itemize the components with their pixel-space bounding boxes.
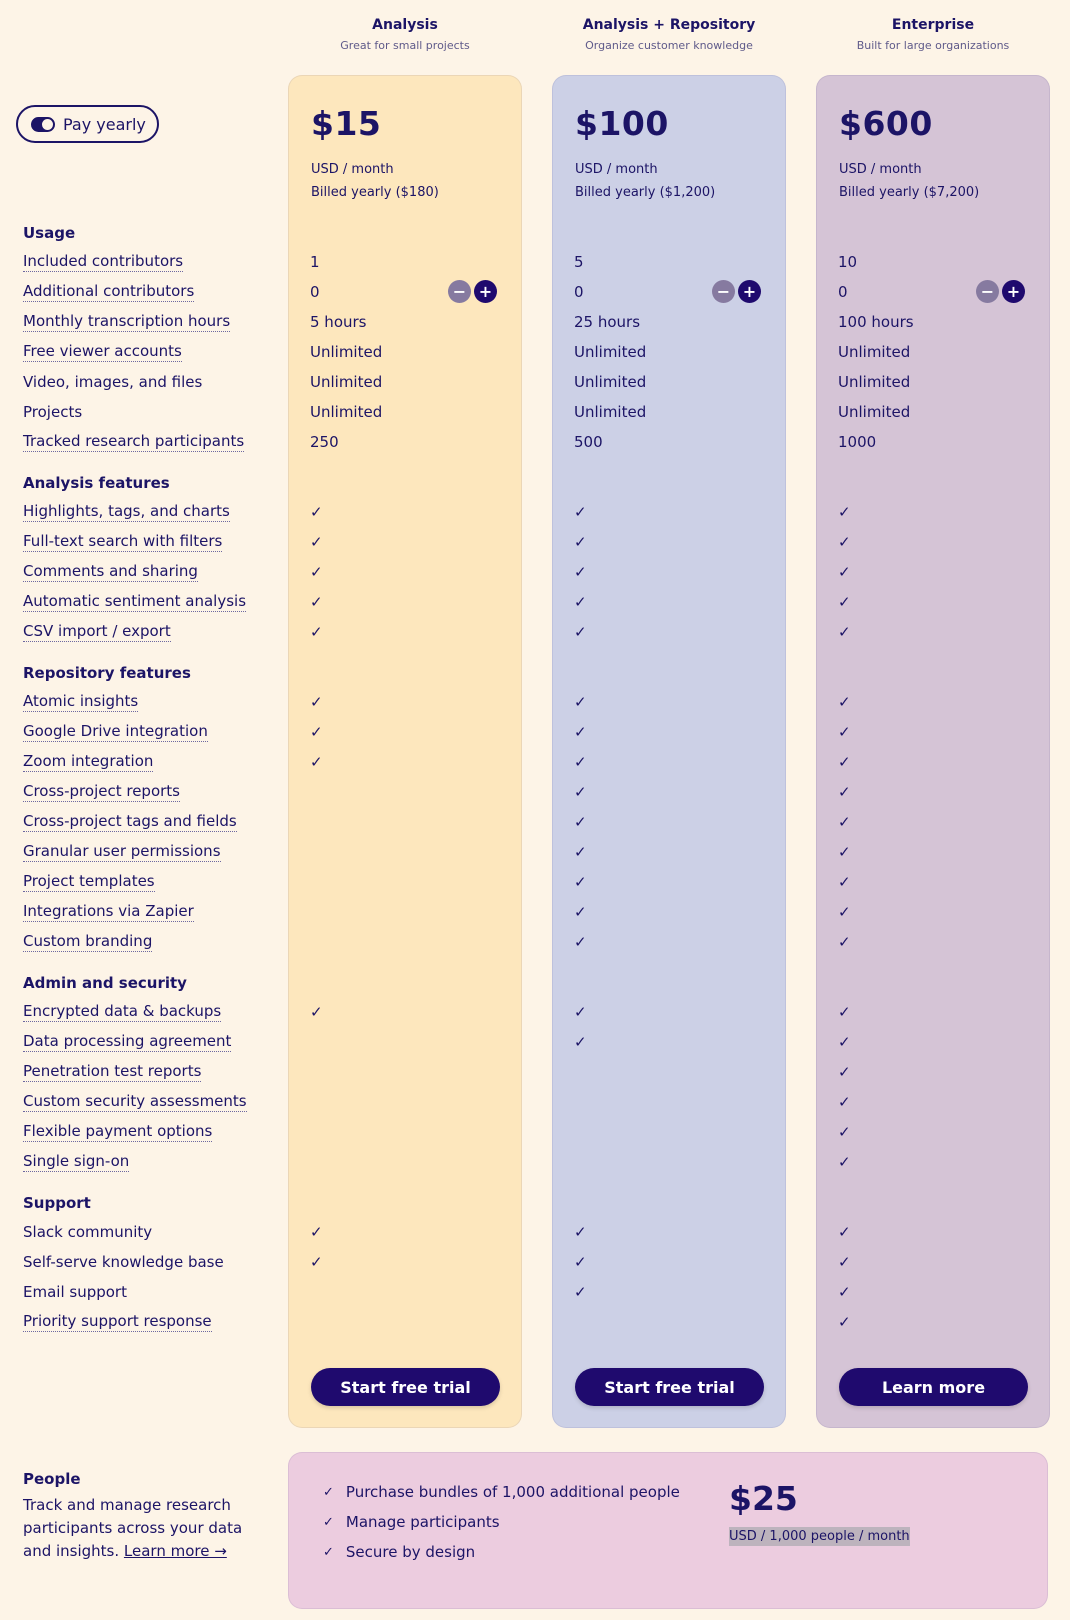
feature-value: Unlimited — [574, 373, 647, 391]
feature-label[interactable] — [23, 1150, 129, 1174]
feature-label[interactable] — [23, 620, 171, 644]
feature-value: 100 hours — [838, 313, 914, 331]
feature-label-text: Flexible payment options — [23, 1122, 213, 1140]
decrement-button[interactable]: − — [712, 280, 735, 303]
feature-label-text: CSV import / export — [23, 622, 171, 640]
feature-label-text: Google Drive integration — [23, 722, 208, 740]
feature-label-text: Granular user permissions — [23, 842, 221, 860]
feature-label-text: Custom branding — [23, 932, 153, 950]
plan-header-analysis — [288, 17, 522, 52]
pay-yearly-toggle[interactable] — [16, 105, 159, 143]
check-icon: ✓ — [574, 723, 587, 741]
plan-card-analysis-repository — [552, 75, 786, 1428]
check-icon: ✓ — [838, 563, 851, 581]
feature-label[interactable] — [23, 560, 198, 584]
plan-header-enterprise — [816, 17, 1050, 52]
check-icon: ✓ — [310, 753, 323, 771]
plan-tagline: Organize customer knowledge — [585, 39, 753, 52]
feature-label[interactable] — [23, 280, 194, 304]
check-icon: ✓ — [838, 1033, 851, 1051]
feature-label-text: Video, images, and files — [23, 373, 203, 391]
check-icon: ✓ — [574, 873, 587, 891]
check-icon: ✓ — [323, 1484, 334, 1500]
people-feature-item — [323, 1513, 500, 1531]
feature-label-text: Automatic sentiment analysis — [23, 592, 247, 610]
check-icon: ✓ — [838, 1093, 851, 1111]
check-icon: ✓ — [574, 693, 587, 711]
check-icon: ✓ — [838, 1253, 851, 1271]
section-title: Analysis features — [23, 474, 170, 492]
feature-value: Unlimited — [574, 343, 647, 361]
check-icon: ✓ — [574, 1253, 587, 1271]
check-icon: ✓ — [574, 933, 587, 951]
check-icon: ✓ — [574, 623, 587, 641]
check-icon: ✓ — [310, 1253, 323, 1271]
check-icon: ✓ — [838, 533, 851, 551]
feature-label-text: Slack community — [23, 1223, 153, 1241]
feature-label[interactable] — [23, 1030, 231, 1054]
feature-label-text: Cross-project tags and fields — [23, 812, 237, 830]
feature-label-text: Penetration test reports — [23, 1062, 202, 1080]
feature-value: 0 — [838, 283, 848, 301]
feature-label[interactable] — [23, 870, 155, 894]
toggle-switch-icon — [31, 117, 55, 132]
plan-price: $100 — [575, 104, 669, 143]
plan-header-analysis-repository — [552, 17, 786, 52]
check-icon: ✓ — [574, 813, 587, 831]
check-icon: ✓ — [310, 693, 323, 711]
check-icon: ✓ — [574, 843, 587, 861]
feature-value: 1 — [310, 253, 320, 271]
feature-label — [23, 1280, 127, 1304]
check-icon: ✓ — [838, 1123, 851, 1141]
feature-label-text: Integrations via Zapier — [23, 902, 194, 920]
feature-label-text: Full-text search with filters — [23, 532, 223, 550]
feature-label-text: Additional contributors — [23, 282, 195, 300]
feature-label[interactable] — [23, 1060, 201, 1084]
feature-label — [23, 1250, 224, 1274]
plan-tagline: Great for small projects — [340, 39, 470, 52]
feature-label[interactable] — [23, 590, 246, 614]
check-icon: ✓ — [310, 593, 323, 611]
feature-label — [23, 400, 82, 424]
people-feature-label: Manage participants — [345, 1513, 500, 1531]
learn-more-button[interactable]: Learn more — [839, 1368, 1028, 1406]
feature-label-text: Single sign-on — [23, 1152, 130, 1170]
feature-label — [23, 370, 202, 394]
feature-value: 5 — [574, 253, 584, 271]
check-icon: ✓ — [838, 1223, 851, 1241]
feature-label-text: Projects — [23, 403, 83, 421]
check-icon: ✓ — [838, 593, 851, 611]
check-icon: ✓ — [838, 623, 851, 641]
check-icon: ✓ — [310, 1223, 323, 1241]
feature-label-text: Priority support response — [23, 1312, 212, 1330]
people-addon-box — [288, 1452, 1048, 1609]
check-icon: ✓ — [310, 623, 323, 641]
check-icon: ✓ — [838, 723, 851, 741]
check-icon: ✓ — [838, 813, 851, 831]
feature-value: 25 hours — [574, 313, 641, 331]
plan-price-unit: USD / month — [575, 162, 658, 177]
feature-label[interactable] — [23, 500, 230, 524]
feature-label[interactable] — [23, 750, 153, 774]
feature-value: 0 — [574, 283, 584, 301]
check-icon: ✓ — [838, 693, 851, 711]
feature-label-text: Cross-project reports — [23, 782, 180, 800]
feature-value: Unlimited — [310, 343, 383, 361]
feature-label[interactable] — [23, 900, 194, 924]
feature-value: 500 — [574, 433, 603, 451]
toggle-label: Pay yearly — [63, 114, 146, 134]
section-title: Support — [23, 1194, 91, 1212]
start-free-trial-button[interactable]: Start free trial — [575, 1368, 764, 1406]
plan-name: Enterprise — [891, 17, 975, 33]
plan-price-unit: USD / month — [311, 162, 394, 177]
check-icon: ✓ — [838, 1063, 851, 1081]
plan-tagline: Built for large organizations — [856, 39, 1010, 52]
feature-value: Unlimited — [838, 373, 911, 391]
people-feature-label: Purchase bundles of 1,000 additional people — [345, 1483, 680, 1501]
check-icon: ✓ — [310, 533, 323, 551]
check-icon: ✓ — [838, 783, 851, 801]
section-title: Admin and security — [23, 974, 187, 992]
check-icon: ✓ — [838, 903, 851, 921]
feature-value: 0 — [310, 283, 320, 301]
check-icon: ✓ — [323, 1514, 334, 1530]
people-feature-item — [323, 1483, 680, 1501]
check-icon: ✓ — [838, 753, 851, 771]
feature-label-text: Data processing agreement — [23, 1032, 232, 1050]
plan-billed: Billed yearly ($7,200) — [839, 185, 980, 200]
plan-card-analysis — [288, 75, 522, 1428]
people-price-unit: USD / 1,000 people / month — [729, 1529, 910, 1544]
contributor-stepper — [448, 280, 497, 303]
section-title: Usage — [23, 224, 76, 242]
plan-price-unit: USD / month — [839, 162, 922, 177]
check-icon: ✓ — [574, 1223, 587, 1241]
plan-price: $600 — [839, 104, 933, 143]
people-title: People — [23, 1470, 81, 1488]
check-icon: ✓ — [574, 903, 587, 921]
plan-name: Analysis — [372, 17, 438, 33]
check-icon: ✓ — [574, 533, 587, 551]
feature-value: Unlimited — [838, 343, 911, 361]
feature-label[interactable] — [23, 1090, 247, 1114]
feature-label-text: Custom security assessments — [23, 1092, 247, 1110]
check-icon: ✓ — [310, 563, 323, 581]
feature-label[interactable] — [23, 1000, 221, 1024]
increment-button[interactable]: + — [474, 280, 497, 303]
plan-name: Analysis + Repository — [582, 17, 756, 33]
feature-value: 1000 — [838, 433, 877, 451]
check-icon: ✓ — [838, 503, 851, 521]
start-free-trial-button[interactable]: Start free trial — [311, 1368, 500, 1406]
check-icon: ✓ — [574, 1003, 587, 1021]
feature-label[interactable] — [23, 690, 138, 714]
feature-label-text: Self-serve knowledge base — [23, 1253, 224, 1271]
feature-label-text: Zoom integration — [23, 752, 154, 770]
people-feature-item — [323, 1543, 475, 1561]
check-icon: ✓ — [574, 1283, 587, 1301]
feature-label-text: Included contributors — [23, 252, 184, 270]
feature-label-text: Monthly transcription hours — [23, 312, 231, 330]
people-learn-more-link[interactable]: Learn more → — [123, 1542, 227, 1560]
check-icon: ✓ — [574, 503, 587, 521]
increment-button[interactable]: + — [738, 280, 761, 303]
check-icon: ✓ — [838, 873, 851, 891]
feature-label[interactable] — [23, 310, 230, 334]
check-icon: ✓ — [838, 933, 851, 951]
feature-label[interactable] — [23, 1120, 212, 1144]
people-price: $25 — [729, 1479, 798, 1518]
check-icon: ✓ — [574, 1033, 587, 1051]
feature-label[interactable] — [23, 720, 208, 744]
feature-label[interactable] — [23, 430, 244, 454]
check-icon: ✓ — [574, 783, 587, 801]
people-feature-label: Secure by design — [345, 1543, 476, 1561]
feature-value: Unlimited — [838, 403, 911, 421]
contributor-stepper — [712, 280, 761, 303]
plan-billed: Billed yearly ($180) — [311, 185, 439, 200]
feature-label-text: Project templates — [23, 872, 155, 890]
feature-label[interactable] — [23, 840, 221, 864]
people-description — [23, 1494, 263, 1563]
feature-label-text: Comments and sharing — [23, 562, 198, 580]
feature-value: 10 — [838, 253, 858, 271]
feature-label[interactable] — [23, 1310, 212, 1334]
feature-value: Unlimited — [310, 373, 383, 391]
plan-card-enterprise — [816, 75, 1050, 1428]
check-icon: ✓ — [838, 843, 851, 861]
feature-value: Unlimited — [310, 403, 383, 421]
check-icon: ✓ — [574, 593, 587, 611]
check-icon: ✓ — [574, 563, 587, 581]
feature-label-text: Email support — [23, 1283, 127, 1301]
plan-billed: Billed yearly ($1,200) — [575, 185, 716, 200]
feature-label — [23, 1220, 152, 1244]
feature-label[interactable] — [23, 340, 182, 364]
check-icon: ✓ — [310, 1003, 323, 1021]
check-icon: ✓ — [310, 503, 323, 521]
feature-label-text: Encrypted data & backups — [23, 1002, 222, 1020]
feature-label-text: Highlights, tags, and charts — [23, 502, 230, 520]
feature-label-text: Free viewer accounts — [23, 342, 182, 360]
plan-price: $15 — [311, 104, 382, 143]
check-icon: ✓ — [838, 1153, 851, 1171]
feature-value: 5 hours — [310, 313, 367, 331]
feature-value: Unlimited — [574, 403, 647, 421]
check-icon: ✓ — [323, 1544, 334, 1560]
feature-label[interactable] — [23, 780, 180, 804]
decrement-button[interactable]: − — [448, 280, 471, 303]
feature-label[interactable] — [23, 930, 152, 954]
check-icon: ✓ — [574, 753, 587, 771]
feature-label[interactable] — [23, 530, 222, 554]
check-icon: ✓ — [838, 1283, 851, 1301]
contributor-stepper — [976, 280, 1025, 303]
feature-label-text: Tracked research participants — [23, 432, 245, 450]
decrement-button[interactable]: − — [976, 280, 999, 303]
feature-label-text: Atomic insights — [23, 692, 139, 710]
feature-label[interactable] — [23, 810, 237, 834]
increment-button[interactable]: + — [1002, 280, 1025, 303]
section-title: Repository features — [23, 664, 191, 682]
check-icon: ✓ — [838, 1313, 851, 1331]
people-description-text: Track and manage research participants across your data and insights. — [23, 1496, 243, 1560]
check-icon: ✓ — [310, 723, 323, 741]
check-icon: ✓ — [838, 1003, 851, 1021]
feature-value: 250 — [310, 433, 339, 451]
feature-label[interactable] — [23, 250, 183, 274]
